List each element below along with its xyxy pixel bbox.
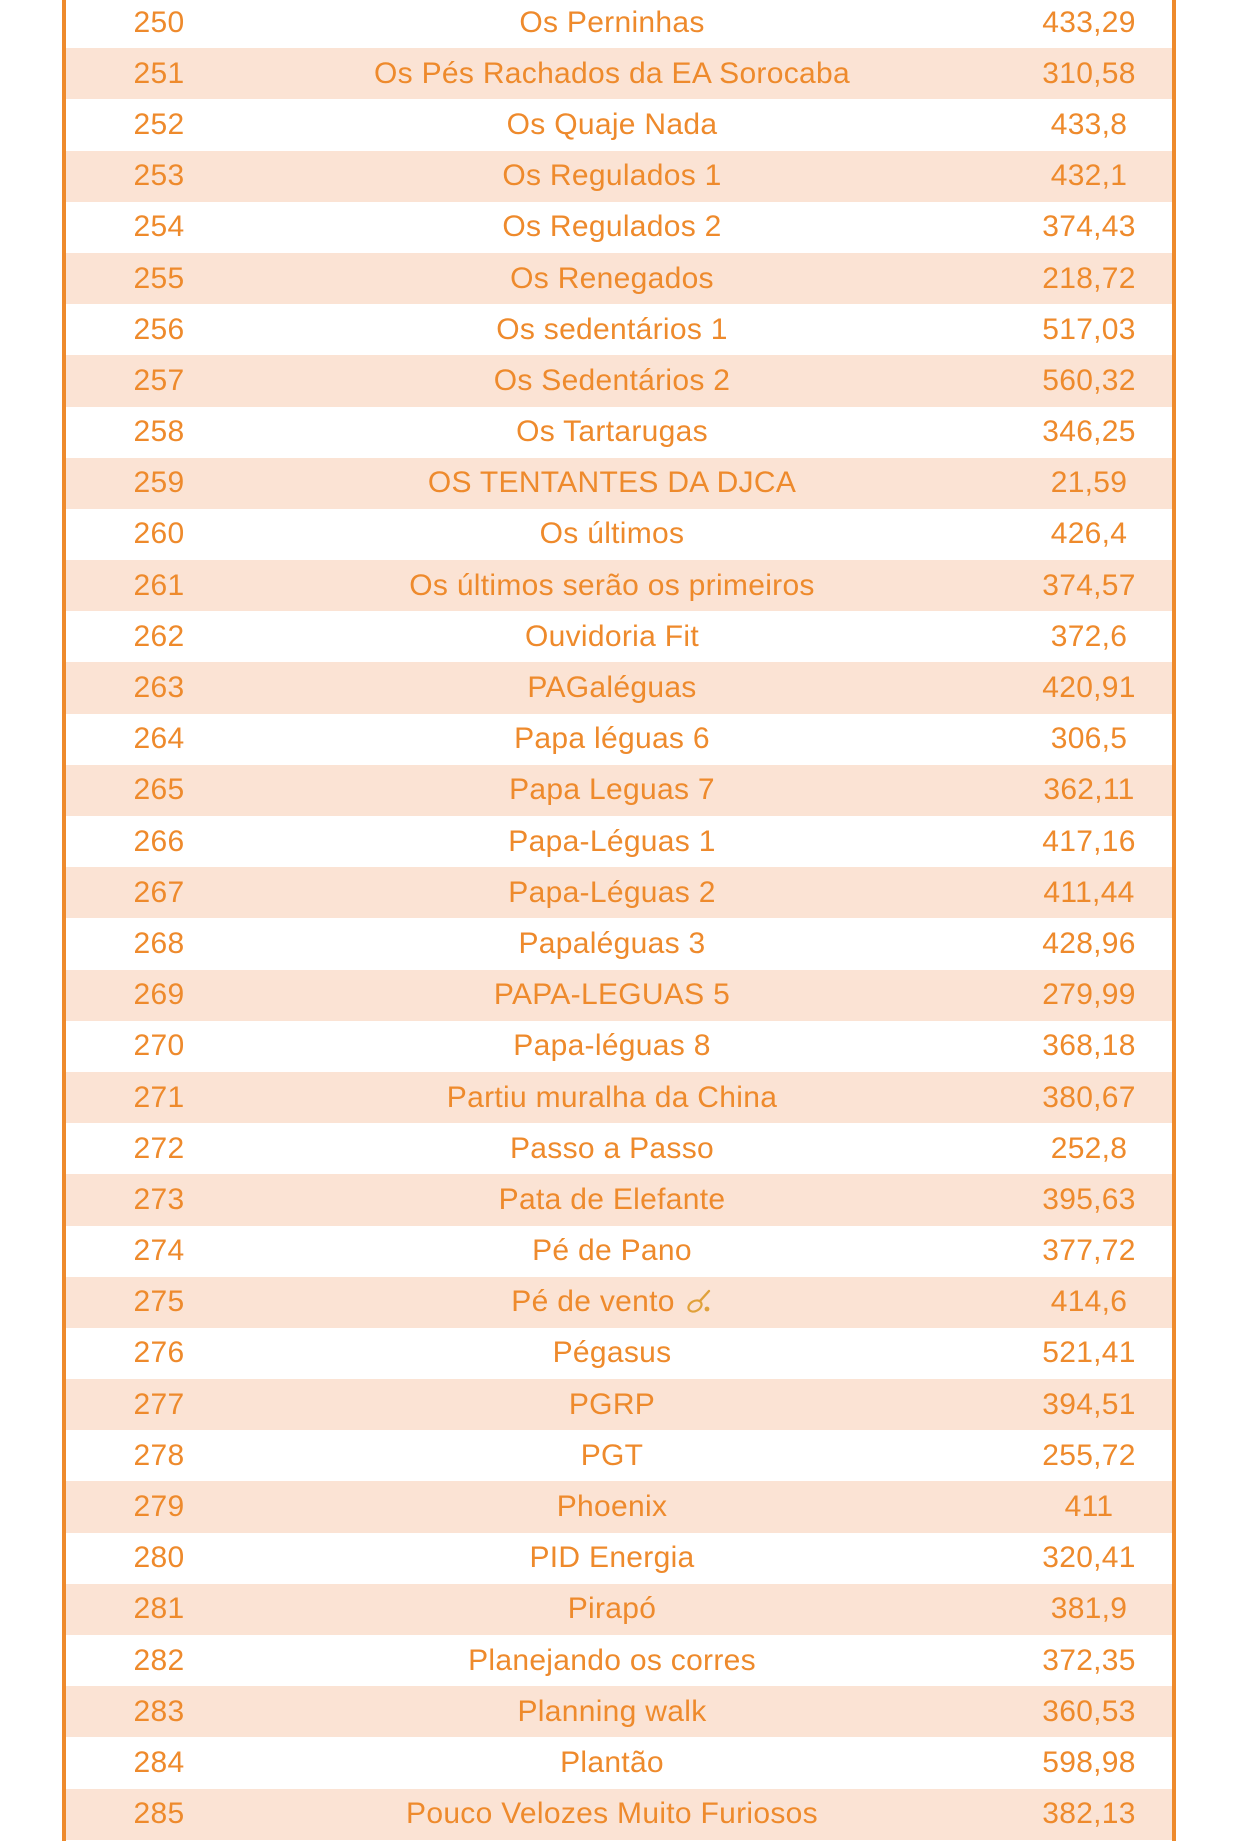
row-number: 267: [133, 875, 185, 909]
row-number: 256: [133, 312, 185, 346]
row-number: 282: [133, 1643, 185, 1677]
team-name-cell: [232, 304, 992, 355]
row-number: 260: [133, 517, 185, 551]
team-name: Os sedentários 1: [496, 312, 728, 346]
team-name-cell: [232, 355, 992, 406]
score-value: 420,91: [1042, 671, 1136, 705]
row-number: 264: [133, 722, 185, 756]
team-name: Planning walk: [517, 1694, 707, 1728]
team-name: Pégasus: [552, 1336, 672, 1370]
team-name-cell: [232, 48, 992, 99]
team-name: Planejando os corres: [468, 1643, 756, 1677]
team-name-cell: [232, 253, 992, 304]
table-row: [66, 918, 1172, 969]
row-number: 272: [133, 1131, 185, 1165]
team-name: Papa-Léguas 1: [508, 824, 716, 858]
team-name-cell: [232, 1533, 992, 1584]
team-name-cell: [232, 458, 992, 509]
team-name-cell: [232, 509, 992, 560]
team-name-cell: [232, 1277, 992, 1328]
row-number: 250: [133, 5, 185, 39]
table-row: [66, 151, 1172, 202]
row-number: 265: [133, 773, 185, 807]
score-value: 433,29: [1042, 5, 1136, 39]
score-value: 320,41: [1042, 1541, 1136, 1575]
row-number: 277: [133, 1387, 185, 1421]
row-number: 281: [133, 1592, 185, 1626]
team-name-cell: [232, 1686, 992, 1737]
score-value: 381,9: [1050, 1592, 1128, 1626]
team-name: Pé de vento: [511, 1285, 675, 1319]
row-number: 262: [133, 619, 185, 653]
row-number: 285: [133, 1797, 185, 1831]
score-value: 372,6: [1050, 619, 1128, 653]
team-name: Os Sedentários 2: [493, 363, 731, 397]
team-name-cell: [232, 816, 992, 867]
score-value: 306,5: [1050, 722, 1128, 756]
team-name-cell: [232, 0, 992, 48]
row-number: 266: [133, 824, 185, 858]
team-name-cell: [232, 867, 992, 918]
team-name: Os Pés Rachados da EA Sorocaba: [374, 56, 850, 90]
row-number: 275: [133, 1285, 185, 1319]
team-name-cell: [232, 970, 992, 1021]
score-value: 432,1: [1050, 159, 1128, 193]
team-name-cell: [232, 611, 992, 662]
team-name: Os Tartarugas: [516, 415, 708, 449]
row-number: 258: [133, 415, 185, 449]
ranking-table: [62, 0, 1176, 1841]
score-value: 374,57: [1042, 568, 1136, 602]
team-name-cell: [232, 202, 992, 253]
score-value: 517,03: [1042, 312, 1136, 346]
table-row: [66, 509, 1172, 560]
table-row: [66, 662, 1172, 713]
team-name-cell: [232, 99, 992, 150]
team-name: Papaléguas 3: [518, 926, 706, 960]
team-name: Os Regulados 2: [502, 210, 722, 244]
team-name-cell: [232, 1789, 992, 1840]
score-value: 252,8: [1050, 1131, 1128, 1165]
score-value: 380,67: [1042, 1080, 1136, 1114]
row-number: 271: [133, 1080, 185, 1114]
table-row: [66, 1584, 1172, 1635]
table-row: [66, 1021, 1172, 1072]
team-name-cell: [232, 1328, 992, 1379]
row-number: 268: [133, 926, 185, 960]
team-name: PAPA-LEGUAS 5: [493, 978, 731, 1012]
table-row: [66, 1226, 1172, 1277]
row-number: 284: [133, 1745, 185, 1779]
score-value: 372,35: [1042, 1643, 1136, 1677]
table-row: [66, 99, 1172, 150]
row-number: 273: [133, 1182, 185, 1216]
team-name-cell: [232, 662, 992, 713]
score-value: 382,13: [1042, 1797, 1136, 1831]
team-name: Partiu muralha da China: [446, 1080, 778, 1114]
team-name-cell: [232, 560, 992, 611]
score-value: 411: [1064, 1490, 1114, 1524]
score-value: 395,63: [1042, 1182, 1136, 1216]
table-row: [66, 1635, 1172, 1686]
score-value: 411,44: [1043, 875, 1135, 909]
score-value: 377,72: [1042, 1234, 1136, 1268]
score-value: 417,16: [1042, 824, 1136, 858]
team-name: Phoenix: [556, 1490, 668, 1524]
table-row: [66, 560, 1172, 611]
score-value: 374,43: [1042, 210, 1136, 244]
team-name-cell: [232, 1430, 992, 1481]
row-number: 283: [133, 1694, 185, 1728]
table-row: [66, 1481, 1172, 1532]
team-name: Pouco Velozes Muito Furiosos: [406, 1797, 818, 1831]
table-row: [66, 407, 1172, 458]
team-name-cell: [232, 1635, 992, 1686]
score-value: 433,8: [1050, 107, 1128, 141]
team-name: Pata de Elefante: [498, 1182, 726, 1216]
score-value: 560,32: [1042, 363, 1136, 397]
score-value: 362,11: [1043, 773, 1135, 807]
team-name-cell: [232, 1584, 992, 1635]
table-row: [66, 355, 1172, 406]
row-number: 252: [133, 107, 185, 141]
team-name: Os Quaje Nada: [506, 107, 718, 141]
table-row: [66, 765, 1172, 816]
table-row: [66, 1277, 1172, 1328]
team-name-cell: [232, 1072, 992, 1123]
team-name: Pé de Pano: [532, 1234, 692, 1268]
row-number: 254: [133, 210, 185, 244]
team-name: Os Regulados 1: [502, 159, 722, 193]
row-number: 253: [133, 159, 185, 193]
table-row: [66, 1533, 1172, 1584]
row-number: 276: [133, 1336, 185, 1370]
team-name: Papa léguas 6: [514, 722, 710, 756]
team-name: Papa-Léguas 2: [508, 875, 716, 909]
team-name: Pirapó: [567, 1592, 657, 1626]
score-value: 218,72: [1042, 261, 1136, 295]
team-name-cell: [232, 1737, 992, 1788]
row-number: 257: [133, 363, 185, 397]
row-number: 255: [133, 261, 185, 295]
score-value: 255,72: [1042, 1438, 1136, 1472]
team-name-cell: [232, 918, 992, 969]
row-number: 279: [133, 1490, 185, 1524]
score-value: 521,41: [1042, 1336, 1136, 1370]
row-number: 259: [133, 466, 185, 500]
row-number: 263: [133, 671, 185, 705]
team-name: Os Perninhas: [519, 5, 705, 39]
table-row: [66, 1379, 1172, 1430]
team-name-cell: [232, 407, 992, 458]
team-name: Os últimos serão os primeiros: [409, 568, 815, 602]
row-number: 270: [133, 1029, 185, 1063]
team-name-cell: [232, 1123, 992, 1174]
team-name: PGRP: [568, 1387, 656, 1421]
table-row: [66, 1174, 1172, 1225]
row-number: 251: [133, 56, 185, 90]
table-row: [66, 867, 1172, 918]
team-name: Papa Leguas 7: [509, 773, 715, 807]
table-row: [66, 458, 1172, 509]
team-name-cell: [232, 765, 992, 816]
row-number: 278: [133, 1438, 185, 1472]
table-row: [66, 1328, 1172, 1379]
team-name: Os últimos: [539, 517, 685, 551]
score-value: 360,53: [1042, 1694, 1136, 1728]
team-name: Ouvidoria Fit: [525, 619, 699, 653]
table-row: [66, 48, 1172, 99]
team-name-cell: [232, 1481, 992, 1532]
team-name: PGT: [580, 1438, 644, 1472]
team-name-cell: [232, 1021, 992, 1072]
team-name: OS TENTANTES DA DJCA: [427, 466, 797, 500]
table-row: [66, 1737, 1172, 1788]
table-row: [66, 1072, 1172, 1123]
table-row: [66, 304, 1172, 355]
row-number: 269: [133, 978, 185, 1012]
score-value: 346,25: [1042, 415, 1136, 449]
team-name-cell: [232, 1379, 992, 1430]
score-value: 21,59: [1050, 466, 1128, 500]
table-row: [66, 1430, 1172, 1481]
team-name: Plantão: [560, 1745, 664, 1779]
table-row: [66, 253, 1172, 304]
score-value: 394,51: [1042, 1387, 1136, 1421]
team-name: Passo a Passo: [509, 1131, 714, 1165]
table-row: [66, 1789, 1172, 1840]
row-number: 280: [133, 1541, 185, 1575]
table-row: [66, 0, 1172, 48]
score-value: 414,6: [1050, 1285, 1128, 1319]
table-row: [66, 970, 1172, 1021]
team-name: Papa-léguas 8: [513, 1029, 711, 1063]
table-row: [66, 1123, 1172, 1174]
team-name-cell: [232, 151, 992, 202]
row-number: 261: [133, 568, 185, 602]
table-row: [66, 816, 1172, 867]
racket-icon: [683, 1287, 713, 1317]
score-value: 426,4: [1050, 517, 1128, 551]
table-row: [66, 1686, 1172, 1737]
table-row: [66, 611, 1172, 662]
score-value: 310,58: [1042, 56, 1136, 90]
team-name: PID Energia: [529, 1541, 695, 1575]
team-name: Os Renegados: [510, 261, 714, 295]
score-value: 428,96: [1042, 926, 1136, 960]
table-row: [66, 714, 1172, 765]
team-name-cell: [232, 714, 992, 765]
score-value: 279,99: [1042, 978, 1136, 1012]
team-name-cell: [232, 1174, 992, 1225]
score-value: 368,18: [1042, 1029, 1136, 1063]
team-name: PAGaléguas: [527, 671, 697, 705]
row-number: 274: [133, 1234, 185, 1268]
table-row: [66, 202, 1172, 253]
score-value: 598,98: [1042, 1745, 1136, 1779]
team-name-cell: [232, 1226, 992, 1277]
table-body: [66, 0, 1172, 1840]
